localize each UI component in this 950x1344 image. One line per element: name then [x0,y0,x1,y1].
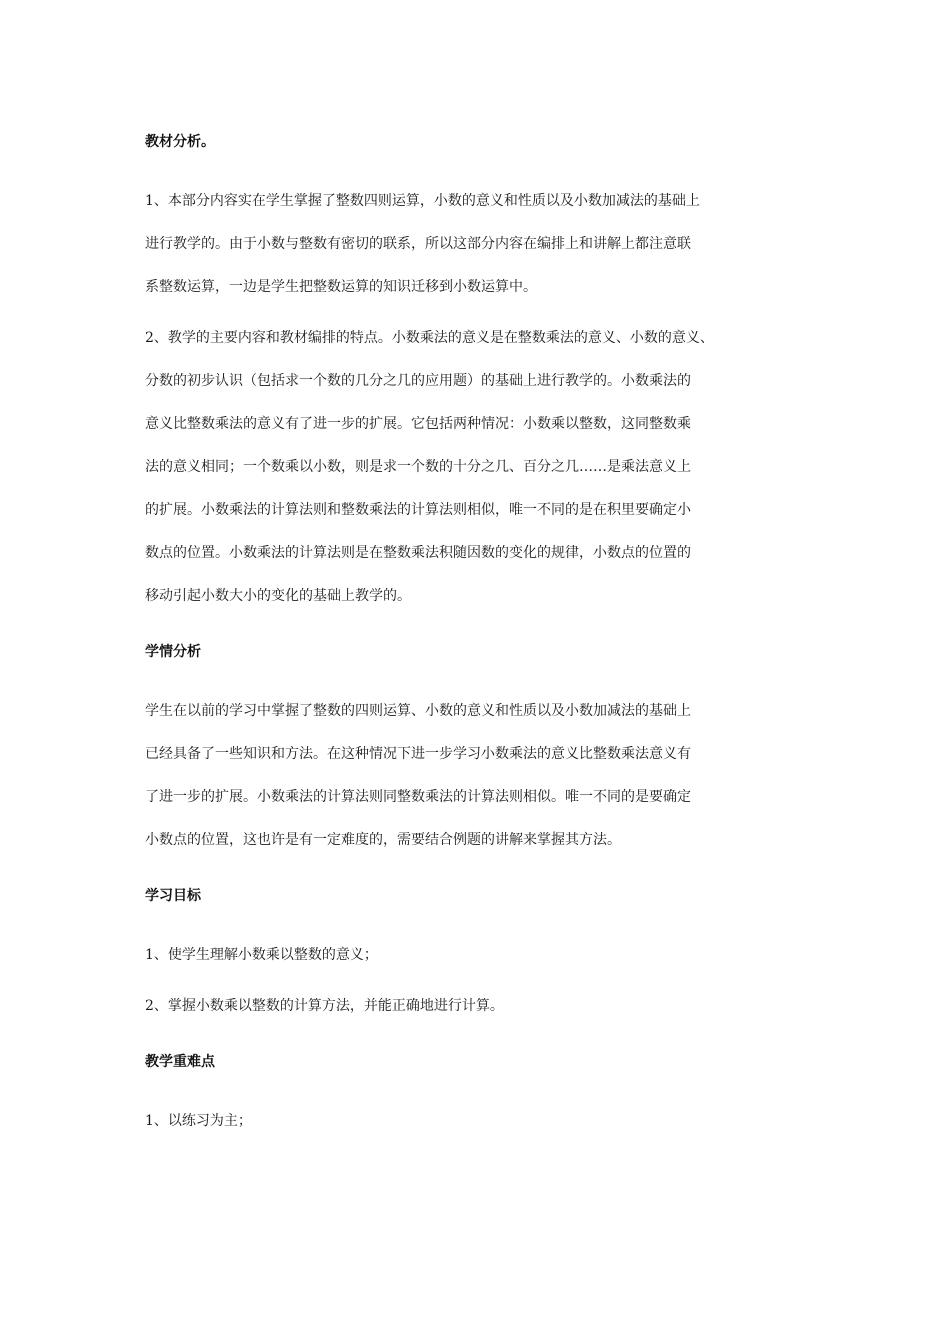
text-line: 学生在以前的学习中掌握了整数的四则运算、小数的意义和性质以及小数加减法的基础上 [145,703,691,719]
section-heading-student-analysis: 学情分析 [145,644,201,660]
section-heading-textbook-analysis: 教材分析。 [145,134,215,150]
text-line: 1、使学生理解小数乘以整数的意义； [145,947,378,963]
paragraph-textbook-1 [145,180,825,309]
paragraph-key-point-1 [145,1100,825,1143]
text-line: 系整数运算，一边是学生把整数运算的知识迁移到小数运算中。 [145,279,537,295]
text-line: 的扩展。小数乘法的计算法则和整数乘法的计算法则相似，唯一不同的是在积里要确定小 [145,502,691,518]
section-heading-key-points: 教学重难点 [145,1054,215,1070]
text-line: 2、掌握小数乘以整数的计算方法，并能正确地进行计算。 [145,998,504,1014]
text-line: 1、本部分内容实在学生掌握了整数四则运算，小数的意义和性质以及小数加减法的基础上 [145,193,700,209]
text-line: 数点的位置。小数乘法的计算法则是在整数乘法积随因数的变化的规律，小数点的位置的 [145,545,691,561]
text-line: 已经具备了一些知识和方法。在这种情况下进一步学习小数乘法的意义比整数乘法意义有 [145,746,691,762]
paragraph-student-analysis [145,690,825,862]
paragraph-goal-2 [145,985,825,1028]
text-line: 2、教学的主要内容和教材编排的特点。小数乘法的意义是在整数乘法的意义、小数的意义、 [145,330,714,346]
text-line: 移动引起小数大小的变化的基础上教学的。 [145,588,411,604]
paragraph-textbook-2 [145,317,825,618]
paragraph-goal-1 [145,934,825,977]
text-line: 意义比整数乘法的意义有了进一步的扩展。它包括两种情况：小数乘以整数，这同整数乘 [145,416,691,432]
document-body [145,130,825,1143]
text-line: 分数的初步认识（包括求一个数的几分之几的应用题）的基础上进行教学的。小数乘法的 [145,373,691,389]
text-line: 法的意义相同；一个数乘以小数，则是求一个数的十分之几、百分之几……是乘法意义上 [145,459,691,475]
text-line: 小数点的位置，这也许是有一定难度的，需要结合例题的讲解来掌握其方法。 [145,832,621,848]
text-line: 进行教学的。由于小数与整数有密切的联系，所以这部分内容在编排上和讲解上都注意联 [145,236,691,252]
text-line: 了进一步的扩展。小数乘法的计算法则同整数乘法的计算法则相似。唯一不同的是要确定 [145,789,691,805]
text-line: 1、以练习为主； [145,1113,252,1129]
section-heading-learning-goals: 学习目标 [145,888,201,904]
